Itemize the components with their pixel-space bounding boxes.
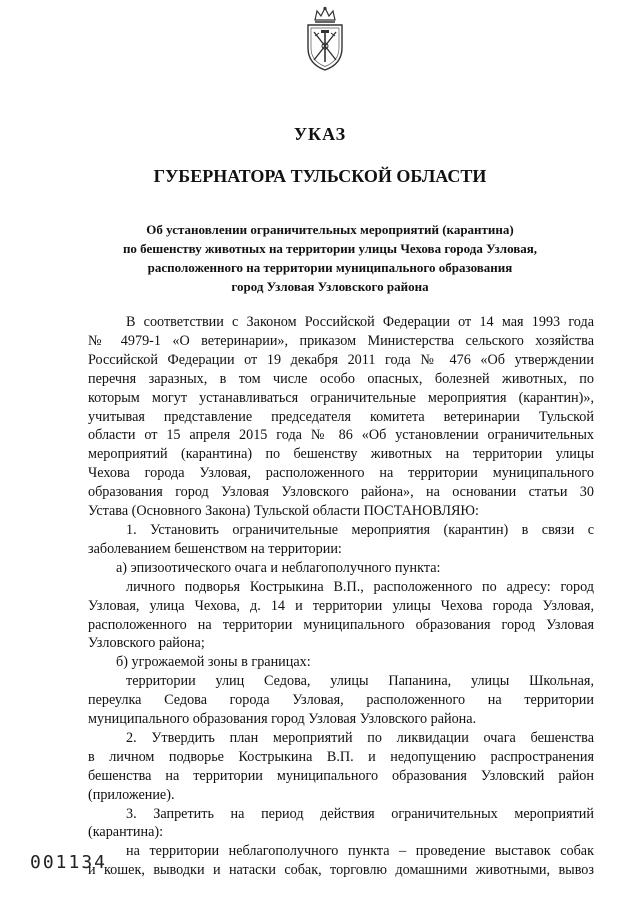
- decree-body: [88, 313, 594, 880]
- body-line: Российской Федерации от 19 декабря 2011 года № 476 «Об утверждении: [88, 351, 594, 368]
- subject-line: город Узловая Узловского района: [231, 279, 429, 294]
- body-line: Чехова города Узловая, расположенного на территории муниципального: [88, 465, 594, 482]
- body-line: а) эпизоотического очага и неблагополучного пункта:: [116, 559, 441, 576]
- body-line: территории улиц Седова, улицы Папанина, улицы Школьная,: [126, 673, 594, 690]
- subject-line: Об установлении ограничительных мероприятий (карантина): [146, 222, 514, 237]
- body-line: В соответствии с Законом Российской Федерации от 14 мая 1993 года: [126, 314, 594, 330]
- body-line: № 4979-1 «О ветеринарии», приказом Министерства сельского хозяйства: [88, 332, 594, 349]
- body-line: в личном подворье Кострыкина В.П. и недопущению распространения: [88, 748, 594, 765]
- body-line: муниципального образования город Узловая Узловского района.: [88, 711, 477, 728]
- body-line: области от 15 апреля 2015 года № 86 «Об установлении ограничительных: [88, 427, 594, 444]
- body-line: которым могут устанавливаться ограничительные мероприятия (карантин)»,: [88, 389, 594, 406]
- body-line: образования город Узловая Узловского района», на основании статьи 30: [88, 484, 594, 501]
- body-line: мероприятий (карантина) по бешенству животных на территории улицы: [88, 446, 594, 463]
- body-line: 1. Установить ограничительные мероприятия (карантин) в связи с: [126, 521, 594, 538]
- coat-of-arms-icon: [302, 6, 348, 72]
- body-line: личного подворья Кострыкина В.П., расположенного по адресу: город: [126, 578, 594, 595]
- subject-line: по бешенству животных на территории улицы Чехова города Узловая,: [122, 241, 538, 256]
- body-line: 2. Утвердить план мероприятий по ликвидации очага бешенства: [126, 729, 594, 746]
- body-line: переулка Седова города Узловая, расположенного на территории: [88, 692, 594, 709]
- body-line: Узловского района;: [88, 635, 205, 652]
- body-line: б) угрожаемой зоны в границах:: [116, 654, 311, 671]
- body-line: бешенства на территории муниципального образования Узловский район: [88, 767, 594, 784]
- decree-subject: [60, 220, 600, 296]
- decree-title: УКАЗ: [293, 124, 347, 144]
- body-line: учитывая представление председателя комитета ветеринарии Тульской: [88, 408, 594, 425]
- body-line: 3. Запретить на период действия ограничительных мероприятий: [126, 805, 594, 822]
- subject-line: расположенного на территории муниципального образования: [147, 260, 513, 275]
- body-line: (приложение).: [88, 786, 175, 803]
- body-line: Узловая, улица Чехова, д. 14 и территории улицы Чехова города Узловая,: [88, 597, 594, 614]
- body-line: расположенного на территории муниципального образования город Узловая: [88, 616, 594, 633]
- body-line: и кошек, выводки и натаски собак, торговлю домашними животными, вывоз: [88, 862, 594, 879]
- document-serial-number: 001134: [30, 852, 108, 873]
- body-line: заболеванием бешенством на территории:: [88, 540, 342, 557]
- body-line: Устава (Основного Закона) Тульской области ПОСТАНОВЛЯЮ:: [88, 503, 479, 520]
- body-line: (карантина):: [88, 824, 164, 841]
- body-line: перечня заразных, в том числе особо опасных, болезней животных, по: [88, 370, 594, 387]
- body-line: на территории неблагополучного пункта – проведение выставок собак: [126, 843, 594, 860]
- issuer-title: ГУБЕРНАТОРА ТУЛЬСКОЙ ОБЛАСТИ: [153, 166, 487, 186]
